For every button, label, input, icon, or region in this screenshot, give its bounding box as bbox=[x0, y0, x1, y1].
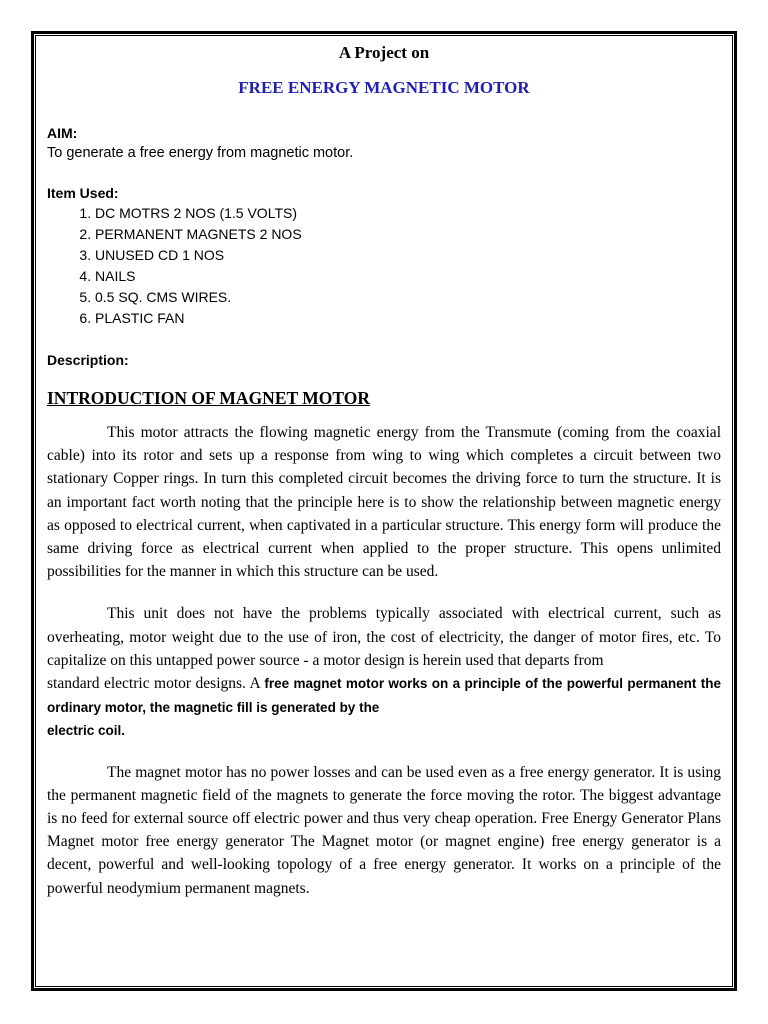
paragraph-1: This motor attracts the flowing magnetic energy from the Transmute (coming from the coaxial cable) into its rotor and sets up a response from wing to wing which completes a circuit between two stationary Copper rings. In turn this completed circuit becomes the driving force to turn the structure. It is an important fact worth noting that the principle here is to show the relationship between magnetic energy as opposed to electrical current, when captivated in a particular structure. This energy form will produce the same driving force as electrical current when applied to the proper structure. This opens unlimited possibilities for the manner in which this structure can be used. bbox=[47, 424, 721, 581]
list-item: 3. UNUSED CD 1 NOS bbox=[95, 245, 721, 266]
project-label: A Project on bbox=[338, 43, 430, 62]
list-item: 2. PERMANENT MAGNETS 2 NOS bbox=[95, 224, 721, 245]
document-content bbox=[47, 42, 721, 900]
aim-text: To generate a free energy from magnetic motor. bbox=[47, 145, 354, 161]
paragraph-2-continued bbox=[47, 672, 721, 719]
section-heading: INTRODUCTION OF MAGNET MOTOR bbox=[47, 388, 370, 408]
paragraph-3: The magnet motor has no power losses and can be used even as a free energy generator. It is using the permanent magnetic field of the magnets to generate the force moving the rotor. The biggest advantage is no feed for external source off electric power and thus very cheap operation. Free Energy Generator Plans Magnet motor free energy generator The Magnet motor (or magnet engine) free energy generator is a decent, powerful and well-looking topology of a free energy generator. It works on a principle of the powerful neodymium permanent magnets. bbox=[47, 763, 721, 897]
paragraph-2-bold-text: free magnet motor works on a principle of the powerful permanent the ordinary motor, the magnetic fill is generated by the bbox=[47, 676, 721, 715]
project-title: FREE ENERGY MAGNETIC MOTOR bbox=[238, 78, 530, 97]
list-item: 1. DC MOTRS 2 NOS (1.5 VOLTS) bbox=[95, 203, 721, 224]
list-item: 4. NAILS bbox=[95, 266, 721, 287]
list-item: 5. 0.5 SQ. CMS WIRES. bbox=[95, 287, 721, 308]
aim-label: AIM: bbox=[47, 125, 78, 141]
paragraph-2: This unit does not have the problems typically associated with electrical current, such as overheating, motor weight due to the use of iron, the cost of electricity, the danger of motor fires, etc. To capitalize on this untapped power source - a motor design is herein used that departs from bbox=[47, 605, 721, 669]
paragraph-2-end bbox=[47, 719, 721, 743]
items-used-label: Item Used: bbox=[47, 185, 119, 201]
items-list bbox=[47, 203, 721, 329]
paragraph-2-plain-text: standard electric motor designs. A bbox=[47, 675, 265, 693]
paragraph-2-bold-end: electric coil. bbox=[47, 723, 126, 739]
description-label: Description: bbox=[47, 352, 129, 368]
list-item: 6. PLASTIC FAN bbox=[95, 308, 721, 329]
